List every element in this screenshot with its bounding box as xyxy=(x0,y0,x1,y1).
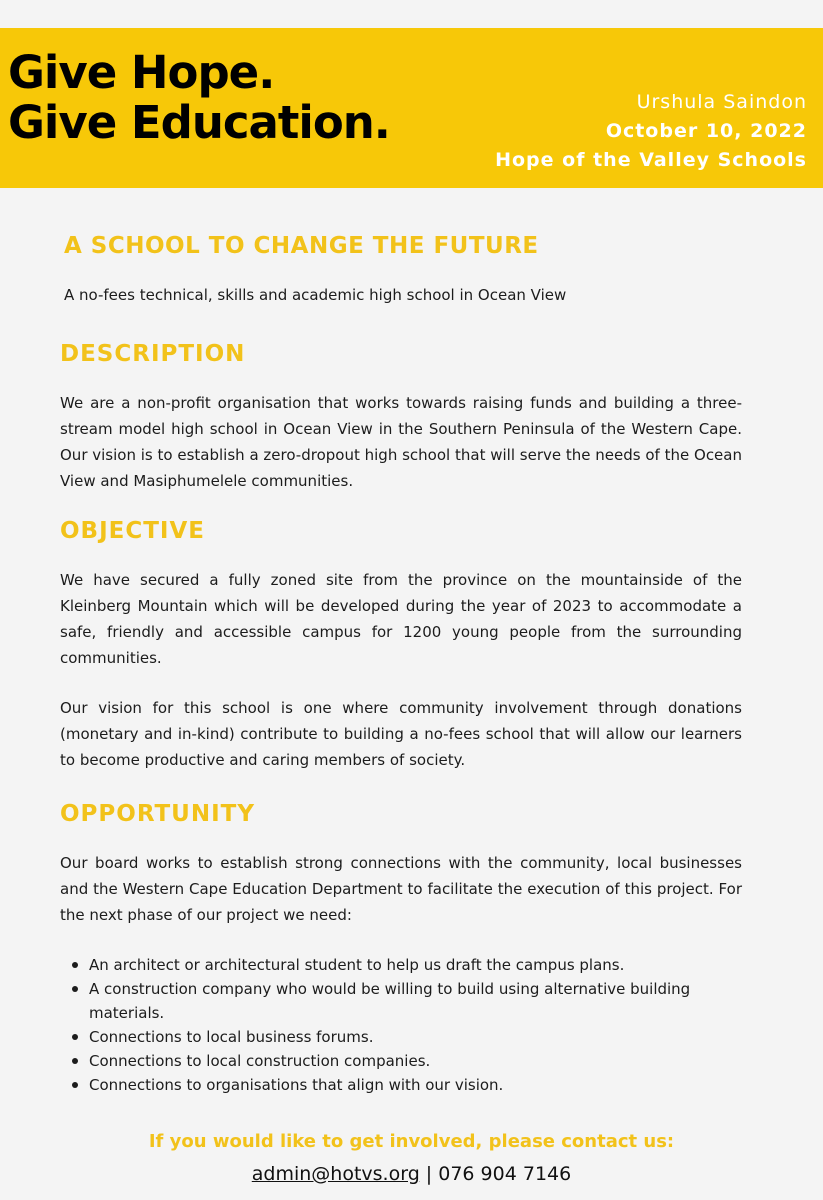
author-name: Urshula Saindon xyxy=(636,91,807,113)
opportunity-text: Our board works to establish strong connections with the community, local businesses and the Western Cape Education Department to facilitate the execution of this project. For the next phase of our project we need: xyxy=(60,854,742,924)
description-heading: DESCRIPTION xyxy=(60,341,246,367)
headline-line-1: Give Hope. xyxy=(8,46,275,99)
call-to-action: If you would like to get involved, please contact us: xyxy=(148,1131,675,1152)
list-item: Connections to local construction companies. xyxy=(70,1049,710,1073)
objective-text-2: Our vision for this school is one where community involvement through donations (monetary and in-kind) contribute to building a no-fees school that will allow our learners to become productive and caring members of society. xyxy=(60,699,742,769)
contact-phone: 076 904 7146 xyxy=(438,1163,572,1185)
organisation-name: Hope of the Valley Schools xyxy=(495,149,807,171)
opportunity-heading: OPPORTUNITY xyxy=(60,801,256,827)
contact-separator: | xyxy=(419,1163,439,1185)
list-item: Connections to organisations that align with our vision. xyxy=(70,1073,710,1097)
top-margin xyxy=(0,0,823,28)
header-meta xyxy=(495,88,807,175)
document-date: October 10, 2022 xyxy=(605,120,807,142)
page-subtitle: A no-fees technical, skills and academic high school in Ocean View xyxy=(64,286,567,304)
list-item: Connections to local business forums. xyxy=(70,1025,710,1049)
list-item: A construction company who would be willing to build using alternative building materials. xyxy=(70,977,710,1025)
contact-email-link[interactable]: admin@hotvs.org xyxy=(251,1163,420,1185)
objective-heading: OBJECTIVE xyxy=(60,518,205,544)
list-item: An architect or architectural student to help us draft the campus plans. xyxy=(70,953,710,977)
description-text: We are a non-profit organisation that works towards raising funds and building a three-stream model high school in Ocean View in the Southern Peninsula of the Western Cape. Our vision is to establish a zero-dropout high school that will serve the needs of the Ocean View and Masiphumelele communities. xyxy=(60,394,742,490)
needs-list xyxy=(70,953,710,1097)
page-title: A SCHOOL TO CHANGE THE FUTURE xyxy=(64,233,539,259)
objective-text-1: We have secured a fully zoned site from the province on the mountainside of the Kleinberg Mountain which will be developed during the year of 2023 to accommodate a safe, friendly and accessible campus for 1200 young people from the surrounding communities. xyxy=(60,571,742,667)
headline-line-2: Give Education. xyxy=(8,96,390,149)
contact-line xyxy=(0,1163,823,1185)
headline xyxy=(8,48,390,148)
